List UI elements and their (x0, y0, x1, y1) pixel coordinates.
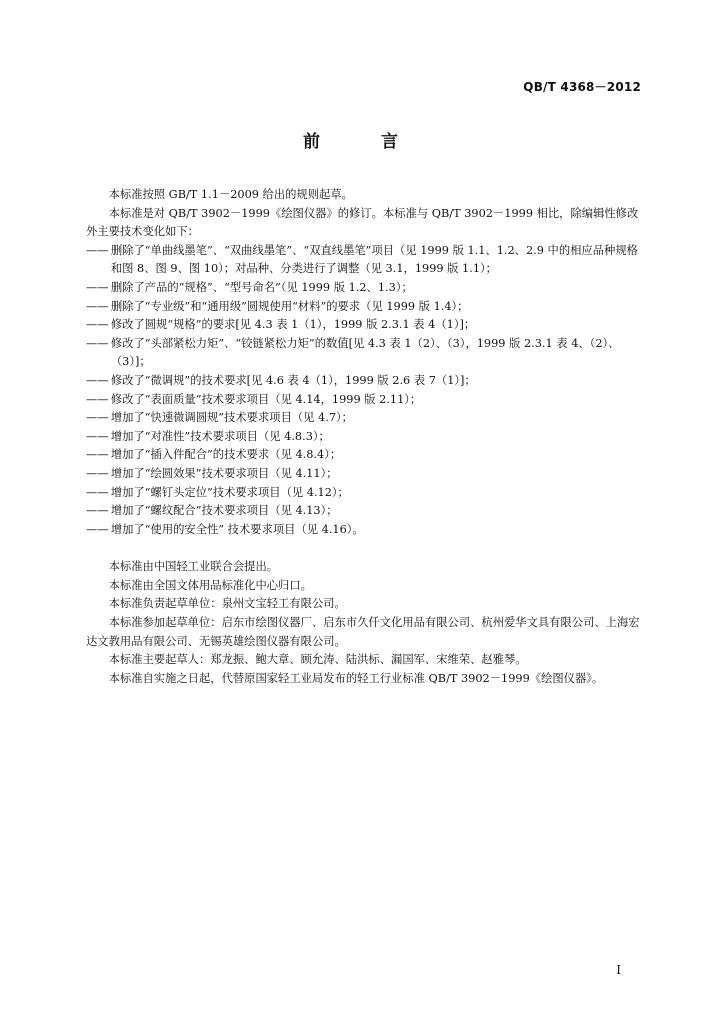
standard-code: QB/T 4368－2012 (523, 80, 641, 94)
page-number: I (616, 963, 621, 977)
change-item (86, 279, 646, 298)
change-dash: —— (86, 243, 109, 257)
change-dash: —— (86, 280, 109, 294)
closing-paragraph: 本标准主要起草人：郑龙振、鲍大章、顾允涛、陆洪标、漏国军、宋维荣、赵雅琴。 (108, 653, 527, 667)
change-dash: —— (86, 504, 109, 518)
change-text: 增加了“使用的安全性” 技术要求项目（见 4.16）。 (110, 522, 364, 536)
page-title: 前 言 (303, 132, 420, 152)
change-dash: —— (86, 411, 109, 425)
change-text: 删除了“专业级”和“通用级”圆规使用“材料”的要求（见 1999 版 1.4）； (110, 299, 469, 313)
change-item (86, 521, 646, 540)
closing-paragraph: 本标准参加起草单位：启东市绘图仪器厂、启东市久仟文化用品有限公司、杭州爱华文具有限公司、上海宏达文教用品有限公司、无锡英雄绘图仪器有限公司。 (86, 616, 640, 648)
change-text: 修改了“头部紧松力矩”、“铰链紧松力矩”的数值[见 4.3 表 1（2）、（3），1999 版 2.3.1 表 4、（2）、（3）]； (110, 336, 620, 369)
change-dash: —— (86, 318, 109, 332)
closing-paragraph: 本标准负责起草单位：泉州文宝轻工有限公司。 (108, 597, 346, 611)
change-text: 删除了产品的“规格”、“型号命名”（见 1999 版 1.2、1.3）； (110, 280, 413, 294)
change-item (86, 391, 646, 410)
change-item (86, 428, 646, 447)
closing-paragraph: 本标准由全国文体用品标准化中心归口。 (108, 578, 312, 592)
change-item (86, 409, 646, 428)
change-item (86, 372, 646, 391)
closing-paragraph: 本标准由中国轻工业联合会提出。 (108, 560, 279, 574)
change-dash: —— (86, 392, 109, 406)
foreword-body (86, 186, 646, 688)
change-text: 增加了“快速微调圆规”技术要求项目（见 4.7）； (110, 411, 353, 425)
changes-list (86, 242, 646, 540)
change-dash: —— (86, 336, 109, 350)
change-item (86, 316, 646, 335)
change-item (86, 484, 646, 503)
change-text: 增加了“插入件配合”的技术要求（见 4.8.4）； (110, 448, 342, 462)
section-gap (86, 539, 646, 558)
closing-paragraph: 本标准自实施之日起，代替原国家轻工业局发布的轻工行业标准 QB/T 3902－1999《绘图仪器》。 (108, 671, 604, 685)
change-item (86, 502, 646, 521)
change-dash: —— (86, 373, 109, 387)
change-item (86, 465, 646, 484)
change-text: 增加了“对准性”技术要求项目（见 4.8.3）； (110, 429, 330, 443)
change-dash: —— (86, 522, 109, 536)
change-text: 修改了“表面质量”技术要求项目（见 4.14，1999 版 2.11）； (110, 392, 422, 406)
change-text: 增加了“绘圆效果”技术要求项目（见 4.11）； (110, 466, 338, 480)
change-item (86, 335, 646, 372)
change-text: 修改了圆规“规格”的要求[见 4.3 表 1（1），1999 版 2.3.1 表 4（1）]； (110, 318, 476, 332)
change-text: 增加了“螺纹配合”技术要求项目（见 4.13）； (110, 504, 338, 518)
change-item (86, 242, 646, 279)
change-dash: —— (86, 299, 109, 313)
intro-paragraph: 本标准是对 QB/T 3902－1999《绘图仪器》的修订。本标准与 QB/T 3902－1999 相比，除编辑性修改外主要技术变化如下： (86, 206, 639, 239)
change-dash: —— (86, 485, 109, 499)
change-dash: —— (86, 429, 109, 443)
change-text: 删除了“单曲线墨笔”、“双曲线墨笔”、“双直线墨笔”项目（见 1999 版 1.1、1.2、2.9 中的相应品种规格和图 8、图 9、图 10）；对品种、分类进行了调整（见 3.1，1999 版 1.1）； (110, 243, 638, 276)
intro-paragraph: 本标准按照 GB/T 1.1－2009 给出的规则起草。 (108, 188, 353, 201)
change-item (86, 446, 646, 465)
change-text: 修改了“微调规”的技术要求[见 4.6 表 4（1），1999 版 2.6 表 7（1）]； (110, 373, 476, 387)
change-item (86, 298, 646, 317)
change-dash: —— (86, 466, 109, 480)
change-dash: —— (86, 448, 109, 462)
change-text: 增加了“螺钉头定位”技术要求项目（见 4.12）； (110, 485, 349, 499)
